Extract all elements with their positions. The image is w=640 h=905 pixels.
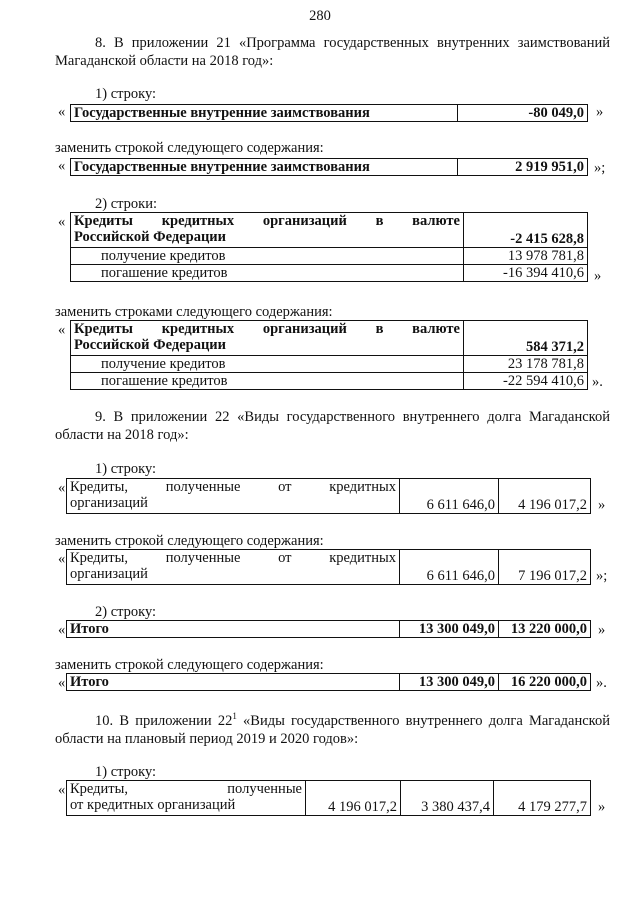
quote-close: »: [596, 104, 604, 120]
row-gz-old: [70, 104, 588, 122]
quote-open: «: [58, 322, 66, 338]
credits-label: Кредиты, полученные от кредитных организаций: [67, 479, 400, 514]
item8-sub1: 1) строку:: [95, 86, 157, 102]
row-value: 13 978 781,8: [464, 248, 588, 265]
quote-open: «: [58, 104, 66, 120]
row-credits-new: [66, 549, 591, 585]
value-2018-b: 4 196 017,2: [499, 479, 591, 514]
row-value: -80 049,0: [458, 105, 588, 122]
item9-replace1: заменить строкой следующего содержания:: [55, 533, 324, 549]
total-label: Итого: [67, 674, 400, 691]
row-value: -16 394 410,6: [464, 265, 588, 282]
credits-label: Кредиты, полученные от кредитных организаций: [67, 781, 306, 816]
row-label: Государственные внутренние заимствования: [71, 105, 458, 122]
total-value-1: 13 300 049,0: [400, 621, 499, 638]
credits-label: Кредиты, полученные от кредитных организаций: [67, 550, 400, 585]
item9-replace2: заменить строкой следующего содержания:: [55, 657, 324, 673]
quote-close-dot: ».: [596, 675, 607, 691]
row-total-old: [66, 620, 591, 638]
item10-sub1: 1) строку:: [95, 764, 157, 780]
new-credit-rows: [70, 320, 588, 390]
row-value: -22 594 410,6: [464, 373, 588, 390]
value-2018-b: 7 196 017,2: [499, 550, 591, 585]
value-col-1: 4 196 017,2: [306, 781, 401, 816]
row-value: 2 919 951,0: [458, 159, 588, 176]
row-label: погашение кредитов: [71, 373, 464, 390]
item10-heading: 10. В приложении $22^1$ «Виды государственного внутреннего долга Магаданской области на плановый период 2019 и 2020 годов»:: [55, 711, 610, 747]
quote-close-semi: »;: [594, 160, 606, 176]
page-number: 280: [309, 8, 331, 24]
quote-close-semi: »;: [596, 568, 608, 584]
item9-sub1: 1) строку:: [95, 461, 157, 477]
old-credit-rows: [70, 212, 588, 282]
quote-open: «: [58, 675, 66, 691]
row-label: получение кредитов: [71, 356, 464, 373]
row-label: погашение кредитов: [71, 265, 464, 282]
quote-open: «: [58, 782, 66, 798]
quote-close: »: [598, 622, 606, 638]
total-value-2: 16 220 000,0: [499, 674, 591, 691]
item8-replace-rows: заменить строками следующего содержания:: [55, 304, 333, 320]
row-label: получение кредитов: [71, 248, 464, 265]
item8-replace-row: заменить строкой следующего содержания:: [55, 140, 324, 156]
quote-close: »: [594, 268, 602, 284]
value-col-3: 4 179 277,7: [494, 781, 591, 816]
row-credits-old: [66, 478, 591, 514]
item9-heading: 9. В приложении 22 «Виды государственного внутреннего долга Магаданской области на 2018 год»:: [55, 409, 610, 443]
credit-head-label: Кредиты кредитных организаций в валюте Российской Федерации: [71, 321, 464, 356]
quote-close: »: [598, 799, 606, 815]
quote-open: «: [58, 480, 66, 496]
quote-close-dot: ».: [592, 374, 603, 390]
credit-head-value: -2 415 628,8: [464, 213, 588, 248]
credit-head-label: Кредиты кредитных организаций в валюте Российской Федерации: [71, 213, 464, 248]
row-total-new: [66, 673, 591, 691]
item8-sub2: 2) строки:: [95, 196, 157, 212]
value-2018: 6 611 646,0: [400, 479, 499, 514]
total-label: Итого: [67, 621, 400, 638]
value-col-2: 3 380 437,4: [401, 781, 494, 816]
value-2018: 6 611 646,0: [400, 550, 499, 585]
quote-open: «: [58, 551, 66, 567]
credit-head-value: 584 371,2: [464, 321, 588, 356]
row-value: 23 178 781,8: [464, 356, 588, 373]
quote-open: «: [58, 214, 66, 230]
quote-close: »: [598, 497, 606, 513]
item9-sub2: 2) строку:: [95, 604, 157, 620]
total-value-2: 13 220 000,0: [499, 621, 591, 638]
total-value-1: 13 300 049,0: [400, 674, 499, 691]
quote-open: «: [58, 158, 66, 174]
item8-heading: 8. В приложении 21 «Программа государственных внутренних заимствований Магаданской области на 2018 год»:: [55, 35, 610, 69]
row-label: Государственные внутренние заимствования: [71, 159, 458, 176]
row-gz-new: [70, 158, 588, 176]
quote-open: «: [58, 622, 66, 638]
row-credits-plan: [66, 780, 591, 816]
